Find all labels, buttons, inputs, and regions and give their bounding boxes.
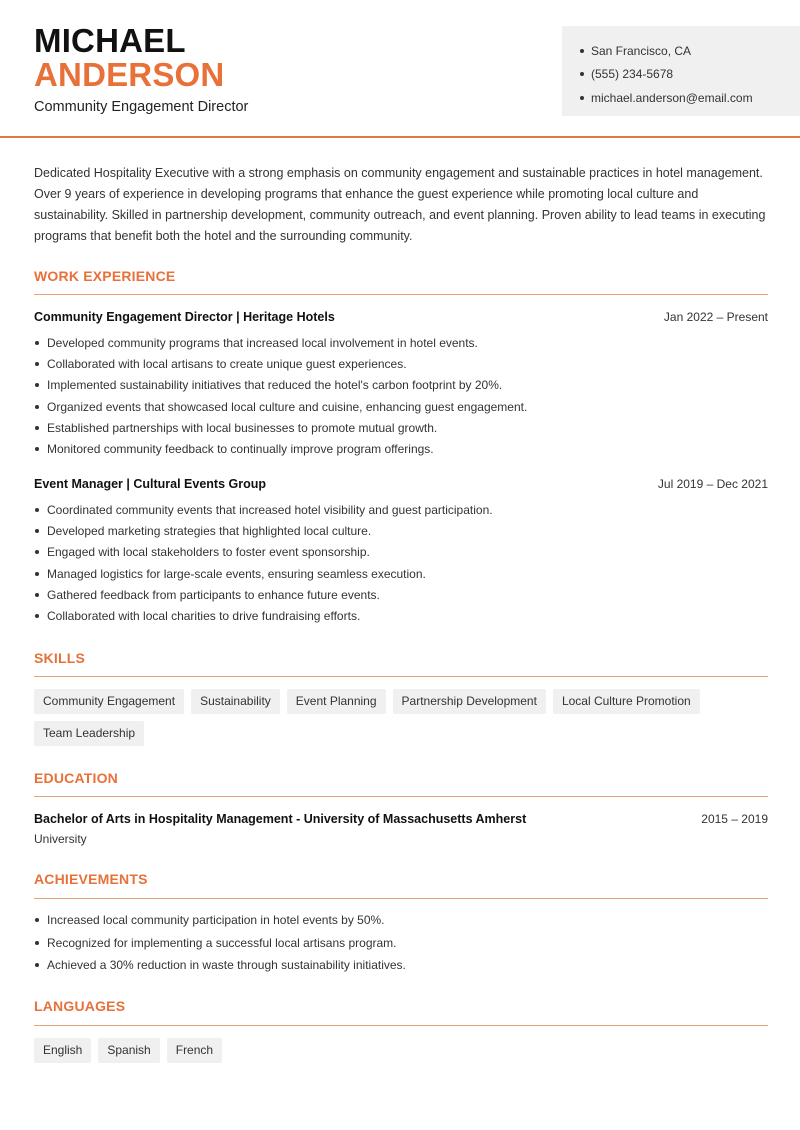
bullet-icon: [35, 550, 39, 554]
achievements-list: [34, 909, 768, 977]
bullet-text: Increased local community participation in hotel events by 50%.: [47, 913, 385, 928]
bullet-text: Developed marketing strategies that highlighted local culture.: [47, 523, 372, 538]
work-entry-title: Event Manager | Cultural Events Group: [34, 477, 267, 491]
skill-tag: Partnership Development: [393, 689, 546, 714]
bullet-icon: [35, 508, 39, 512]
education-degree: Bachelor of Arts in Hospitality Management - University of Massachusetts Amherst: [34, 812, 527, 826]
work-entry-dates: Jan 2022 – Present: [663, 310, 768, 324]
language-tag: Spanish: [98, 1038, 159, 1063]
work-entry-header: [34, 310, 768, 324]
bullet-icon: [35, 426, 39, 430]
education-entry-header: [34, 812, 768, 826]
skill-tag: Community Engagement: [34, 689, 184, 714]
list-item: [34, 499, 768, 520]
work-entry-header: [34, 477, 768, 491]
contact-location-text: San Francisco, CA: [591, 43, 692, 58]
bullet-text: Monitored community feedback to continually improve program offerings.: [47, 442, 434, 457]
bullet-icon: [580, 49, 584, 53]
bullet-icon: [35, 614, 39, 618]
skill-tag: Local Culture Promotion: [553, 689, 700, 714]
section-divider: [34, 676, 768, 677]
bullet-text: Engaged with local stakeholders to foster event sponsorship.: [47, 545, 370, 560]
last-name: ANDERSON: [34, 56, 225, 93]
contact-email-text[interactable]: michael.anderson@email.com: [591, 90, 753, 105]
bullet-text: Recognized for implementing a successful local artisans program.: [47, 935, 397, 950]
section-title-work: WORK EXPERIENCE: [34, 268, 176, 284]
contact-phone-text: (555) 234-5678: [591, 67, 674, 82]
section-title-languages: LANGUAGES: [34, 998, 126, 1014]
job-title: Community Engagement Director: [34, 99, 249, 115]
first-name: MICHAEL: [34, 22, 186, 59]
work-entry-bullets: [34, 332, 768, 460]
bullet-icon: [580, 72, 584, 76]
bullet-icon: [35, 362, 39, 366]
bullet-icon: [35, 529, 39, 533]
bullet-icon: [35, 341, 39, 345]
professional-summary: Dedicated Hospitality Executive with a strong emphasis on community engagement and sustainable practices in hotel management. Over 9 years of experience in developing programs that enhance the guest experience while promoting local culture and sustainability. Skilled in partnership development, community outreach, and event planning. Proven ability to lead teams in executing programs that benefit both the hotel and the surrounding community.: [34, 166, 766, 243]
list-item: [34, 375, 768, 396]
education-dates: 2015 – 2019: [701, 812, 768, 826]
list-item: [34, 520, 768, 541]
section-title-skills: SKILLS: [34, 650, 85, 666]
list-item: [34, 909, 768, 932]
resume-header: [0, 0, 800, 138]
section-divider: [34, 898, 768, 899]
bullet-text: Organized events that showcased local culture and cuisine, enhancing guest engagement.: [47, 399, 528, 414]
section-title-education: EDUCATION: [34, 770, 118, 786]
bullet-icon: [35, 593, 39, 597]
list-item: [34, 417, 768, 438]
bullet-icon: [35, 572, 39, 576]
bullet-text: Gathered feedback from participants to enhance future events.: [47, 587, 380, 602]
list-item: [34, 954, 768, 977]
list-item: [34, 563, 768, 584]
bullet-text: Developed community programs that increased local involvement in hotel events.: [47, 335, 478, 350]
section-divider: [34, 1025, 768, 1026]
list-item: [34, 396, 768, 417]
list-item: [34, 605, 768, 626]
language-tag: French: [167, 1038, 222, 1063]
education-type: University: [34, 832, 87, 846]
contact-location: [580, 39, 800, 63]
list-item: [34, 932, 768, 955]
contact-phone: [580, 63, 800, 87]
skill-tag: Event Planning: [287, 689, 386, 714]
skill-tag: Sustainability: [191, 689, 280, 714]
contact-email[interactable]: [580, 86, 800, 110]
languages-list: [34, 1038, 768, 1070]
list-item: [34, 542, 768, 563]
bullet-icon: [35, 405, 39, 409]
language-tag: English: [34, 1038, 91, 1063]
skill-tag: Team Leadership: [34, 721, 144, 746]
bullet-text: Implemented sustainability initiatives that reduced the hotel's carbon footprint by 20%.: [47, 378, 503, 393]
list-item: [34, 353, 768, 374]
skills-list: [34, 689, 768, 753]
bullet-icon: [35, 963, 39, 967]
contact-box: [562, 26, 800, 116]
bullet-text: Achieved a 30% reduction in waste through sustainability initiatives.: [47, 958, 406, 973]
list-item: [34, 438, 768, 459]
bullet-text: Managed logistics for large-scale events, ensuring seamless execution.: [47, 566, 426, 581]
bullet-icon: [35, 383, 39, 387]
work-entry-title: Community Engagement Director | Heritage Hotels: [34, 310, 335, 324]
bullet-text: Established partnerships with local businesses to promote mutual growth.: [47, 420, 438, 435]
work-entry-bullets: [34, 499, 768, 627]
list-item: [34, 332, 768, 353]
bullet-icon: [35, 941, 39, 945]
work-entry-dates: Jul 2019 – Dec 2021: [657, 477, 768, 491]
list-item: [34, 584, 768, 605]
section-title-achievements: ACHIEVEMENTS: [34, 871, 148, 887]
bullet-icon: [35, 447, 39, 451]
section-divider: [34, 796, 768, 797]
bullet-text: Collaborated with local artisans to create unique guest experiences.: [47, 356, 407, 371]
bullet-text: Collaborated with local charities to drive fundraising efforts.: [47, 609, 361, 624]
bullet-text: Coordinated community events that increased hotel visibility and guest participation.: [47, 502, 493, 517]
section-divider: [34, 294, 768, 295]
bullet-icon: [580, 96, 584, 100]
bullet-icon: [35, 918, 39, 922]
